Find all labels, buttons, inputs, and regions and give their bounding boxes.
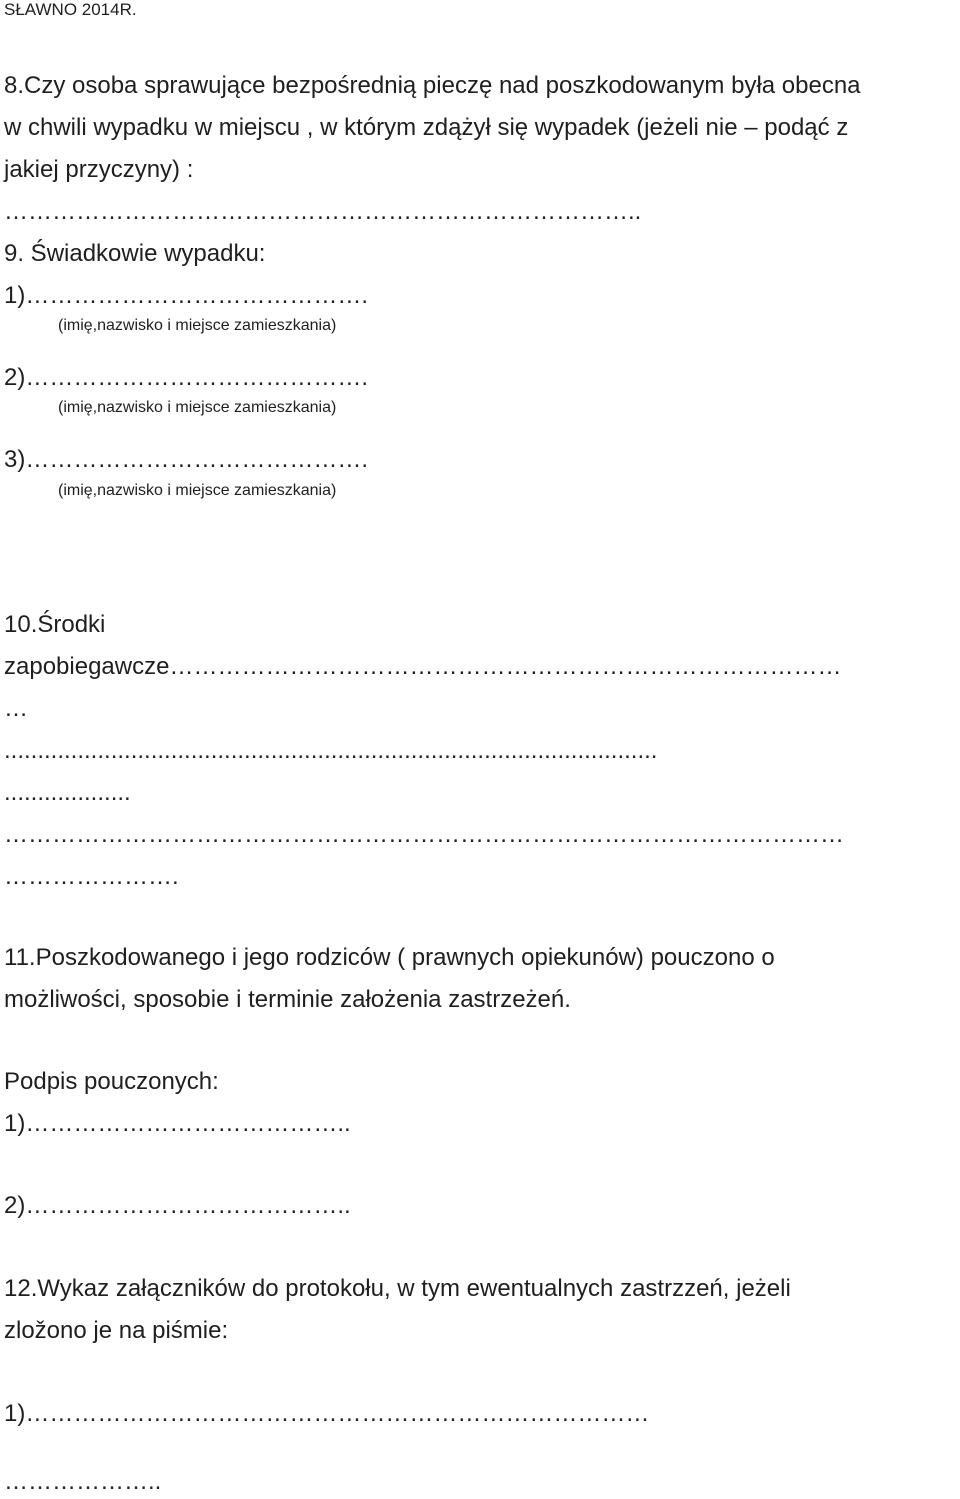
q10-line3: … (4, 695, 28, 722)
witness-2-line: 2)……………………………………. (4, 364, 369, 391)
page-header: SŁAWNO 2014R. (4, 0, 137, 19)
q8-line2: w chwili wypadku w miejscu , w którym zdążył się wypadek (jeżeli nie – podąć z (4, 114, 849, 141)
q11-line1: 11.Poszkodowanego i jego rodziców ( prawnych opiekunów) pouczono o (4, 944, 775, 971)
q11-line2: możliwości, sposobie i terminie założenia zastrzeżeń. (4, 986, 571, 1013)
q10-line6: …………………………………………………………………………………………… (4, 821, 844, 848)
witness-3-hint: (imię,nazwisko i miejsce zamieszkania) (58, 482, 337, 499)
attachment-line-1-cont: ……………….. (4, 1468, 162, 1495)
attachment-line-1: 1)…………………………………………………………………… (4, 1400, 650, 1427)
q10-title: 10.Środki (4, 611, 106, 638)
q10-line7: …………………. (4, 863, 179, 890)
q10-line4: .................................................................................................. (4, 737, 658, 764)
witness-3-line: 3)……………………………………. (4, 446, 369, 473)
q8-line1: 8.Czy osoba sprawujące bezpośrednią pieczę nad poszkodowanym była obecna (4, 72, 861, 99)
q10-line5: ................... (4, 779, 131, 806)
q10-line2: zapobiegawcze………………………………………………………………………… (4, 653, 842, 680)
witness-1-hint: (imię,nazwisko i miejsce zamieszkania) (58, 317, 337, 334)
witness-2-hint: (imię,nazwisko i miejsce zamieszkania) (58, 399, 337, 416)
q9-title: 9. Świadkowie wypadku: (4, 240, 266, 267)
q12-line2: zložono je na piśmie: (4, 1317, 229, 1344)
q12-line1: 12.Wykaz załączników do protokołu, w tym ewentualnych zastrzzeń, jeżeli (4, 1275, 791, 1302)
signature-line-1: 1)………………………………….. (4, 1110, 351, 1137)
signature-line-2: 2)………………………………….. (4, 1192, 351, 1219)
q8-line3: jakiej przyczyny) : (4, 156, 194, 183)
signature-title: Podpis pouczonych: (4, 1068, 219, 1095)
witness-1-line: 1)……………………………………. (4, 282, 369, 309)
q8-answer-line: …………………………………………………………………….. (4, 198, 642, 225)
